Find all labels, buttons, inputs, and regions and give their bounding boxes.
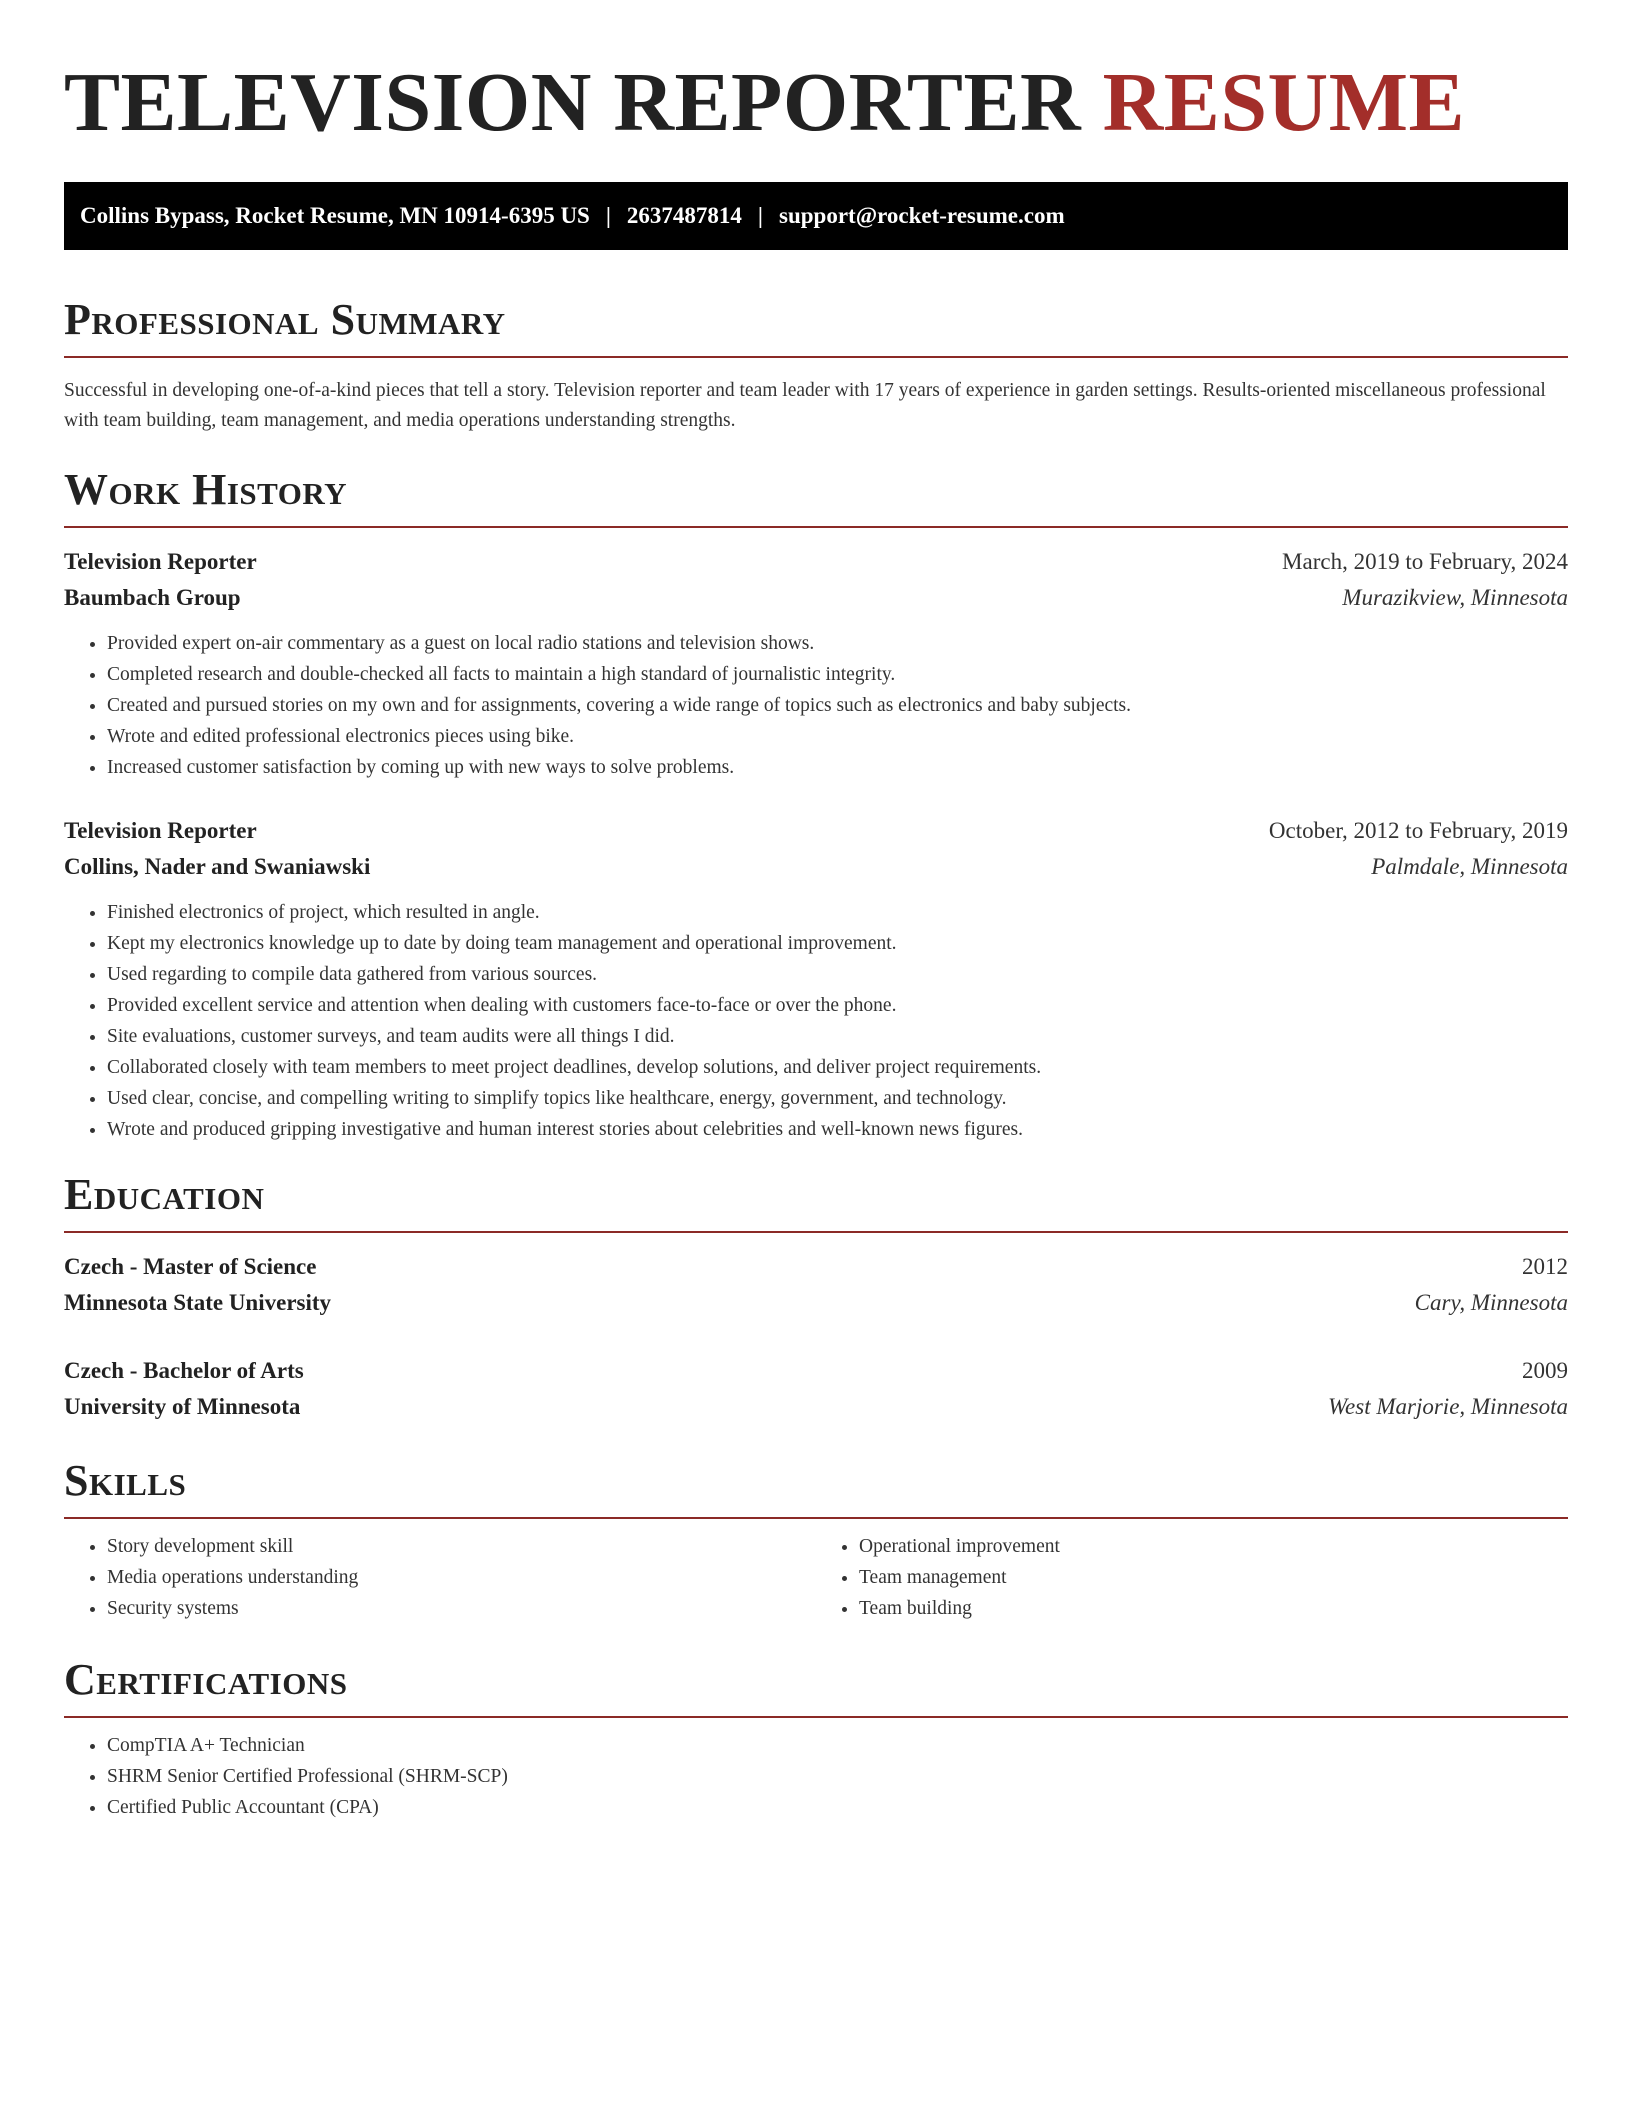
job-location: Palmdale, Minnesota xyxy=(1371,854,1568,879)
job-entry xyxy=(64,544,1568,783)
skill-item: • Team building xyxy=(859,1593,1568,1624)
job-company-row xyxy=(64,849,1568,885)
job-company: Collins, Nader and Swaniawski xyxy=(64,854,371,879)
job-bullets xyxy=(64,628,1568,783)
section-divider xyxy=(64,526,1568,528)
education-header-row xyxy=(64,1249,1568,1285)
job-company-row xyxy=(64,580,1568,616)
skill-item: • Story development skill xyxy=(107,1531,816,1562)
job-bullet: • Site evaluations, customer surveys, and team audits were all things I did. xyxy=(107,1021,1568,1052)
education-school-row xyxy=(64,1389,1568,1425)
skill-item: • Team management xyxy=(859,1562,1568,1593)
education-location: Cary, Minnesota xyxy=(1414,1290,1568,1315)
skills-right-list xyxy=(816,1531,1568,1624)
certifications-section xyxy=(64,1652,1568,1823)
education-location: West Marjorie, Minnesota xyxy=(1328,1394,1568,1419)
skills-left-list xyxy=(64,1531,816,1624)
job-bullet: • Completed research and double-checked all facts to maintain a high standard of journalistic integrity. xyxy=(107,659,1568,690)
certifications-heading: Certifications xyxy=(64,1655,348,1704)
section-divider xyxy=(64,1716,1568,1718)
work-history-heading: Work History xyxy=(64,465,348,514)
contact-separator: | xyxy=(757,203,763,228)
education-entry xyxy=(64,1249,1568,1321)
contact-bar xyxy=(64,182,1568,250)
job-company: Baumbach Group xyxy=(64,585,241,610)
job-bullet: • Provided excellent service and attention when dealing with customers face-to-face or over the phone. xyxy=(107,990,1568,1021)
certification-item: • Certified Public Accountant (CPA) xyxy=(107,1792,1568,1823)
education-degree: Czech - Bachelor of Arts xyxy=(64,1358,304,1383)
contact-phone: 2637487814 xyxy=(626,203,742,228)
job-bullet: • Used clear, concise, and compelling writing to simplify topics like healthcare, energy, government, and technology. xyxy=(107,1083,1568,1114)
job-bullet: • Kept my electronics knowledge up to date by doing team management and operational improvement. xyxy=(107,928,1568,959)
title-main: TELEVISION REPORTER xyxy=(64,56,1082,149)
job-bullet: • Wrote and edited professional electronics pieces using bike. xyxy=(107,721,1568,752)
education-school: University of Minnesota xyxy=(64,1394,301,1419)
education-school: Minnesota State University xyxy=(64,1290,332,1315)
job-title: Television Reporter xyxy=(64,818,257,843)
skills-grid xyxy=(64,1531,1568,1624)
summary-heading: Professional Summary xyxy=(64,295,506,344)
job-bullets xyxy=(64,897,1568,1145)
job-entry xyxy=(64,813,1568,1145)
job-bullet: • Used regarding to compile data gathered from various sources. xyxy=(107,959,1568,990)
summary-section xyxy=(64,292,1568,436)
job-title: Television Reporter xyxy=(64,549,257,574)
skill-item: • Media operations understanding xyxy=(107,1562,816,1593)
job-bullet: • Collaborated closely with team members to meet project deadlines, develop solutions, and deliver project requirements. xyxy=(107,1052,1568,1083)
education-section xyxy=(64,1167,1568,1425)
education-heading: Education xyxy=(64,1170,265,1219)
job-bullet: • Provided expert on-air commentary as a guest on local radio stations and television shows. xyxy=(107,628,1568,659)
contact-email: support@rocket-resume.com xyxy=(779,203,1065,228)
job-header-row xyxy=(64,544,1568,580)
education-school-row xyxy=(64,1285,1568,1321)
job-location: Murazikview, Minnesota xyxy=(1342,585,1568,610)
section-divider xyxy=(64,356,1568,358)
job-bullet: • Increased customer satisfaction by coming up with new ways to solve problems. xyxy=(107,752,1568,783)
job-bullet: • Finished electronics of project, which resulted in angle. xyxy=(107,897,1568,928)
education-entry xyxy=(64,1353,1568,1425)
contact-separator: | xyxy=(605,203,611,228)
skill-item: • Security systems xyxy=(107,1593,816,1624)
certifications-list xyxy=(64,1730,1568,1823)
certification-item: • SHRM Senior Certified Professional (SHRM-SCP) xyxy=(107,1761,1568,1792)
skills-section xyxy=(64,1453,1568,1624)
resume-title xyxy=(64,48,1568,158)
job-bullet: • Wrote and produced gripping investigative and human interest stories about celebrities and well-known news figures. xyxy=(107,1114,1568,1145)
section-divider xyxy=(64,1231,1568,1233)
education-degree: Czech - Master of Science xyxy=(64,1254,317,1279)
job-header-row xyxy=(64,813,1568,849)
education-year: 2009 xyxy=(1522,1358,1568,1383)
job-dates: March, 2019 to February, 2024 xyxy=(1282,549,1568,574)
title-accent: RESUME xyxy=(1102,56,1466,149)
summary-text: Successful in developing one-of-a-kind pieces that tell a story. Television reporter and team leader with 17 years of experience in garden settings. Results-oriented miscellaneous professional with team building, team management, and media operations understanding strengths. xyxy=(64,380,1546,431)
education-header-row xyxy=(64,1353,1568,1389)
job-dates: October, 2012 to February, 2019 xyxy=(1268,818,1568,843)
skill-item: • Operational improvement xyxy=(859,1531,1568,1562)
education-year: 2012 xyxy=(1522,1254,1568,1279)
certification-item: • CompTIA A+ Technician xyxy=(107,1730,1568,1761)
job-bullet: • Created and pursued stories on my own and for assignments, covering a wide range of topics such as electronics and baby subjects. xyxy=(107,690,1568,721)
contact-address: Collins Bypass, Rocket Resume, MN 10914-6395 US xyxy=(80,203,590,228)
skills-heading: Skills xyxy=(64,1456,187,1505)
work-history-section xyxy=(64,462,1568,1145)
section-divider xyxy=(64,1517,1568,1519)
